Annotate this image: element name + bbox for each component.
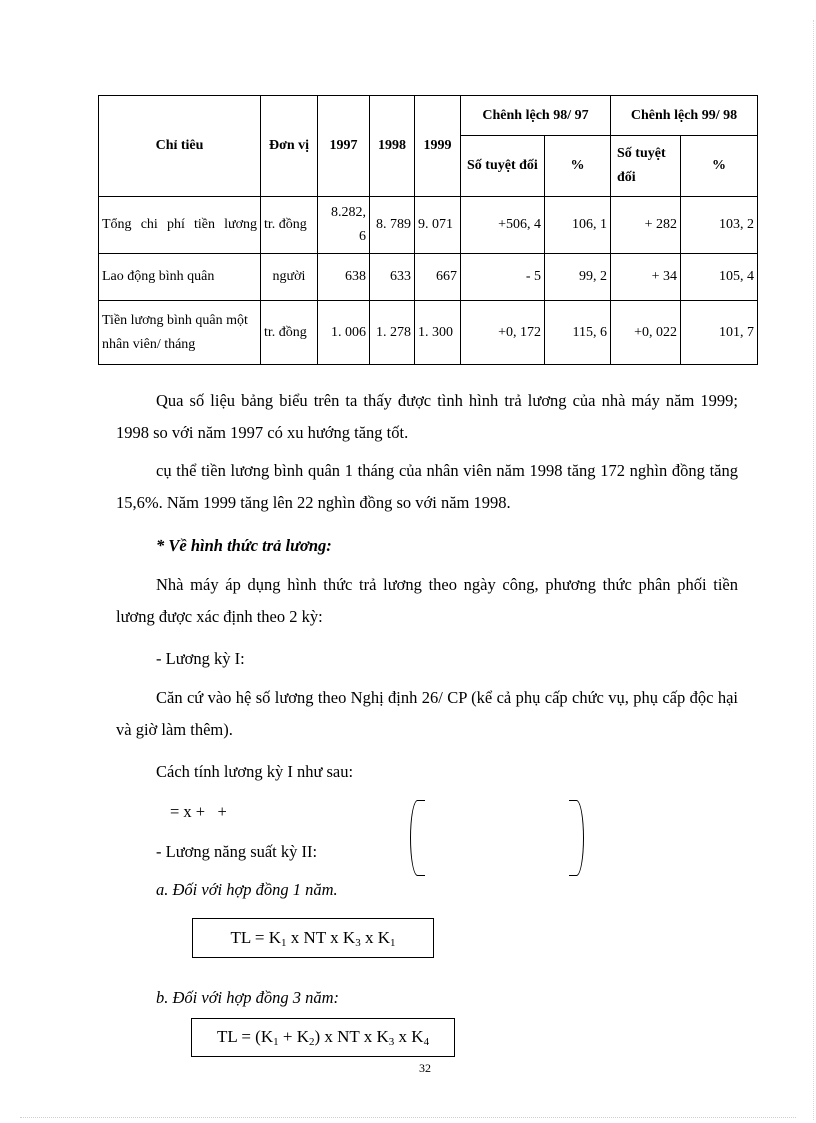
cell-unit: người bbox=[261, 254, 318, 301]
right-bracket bbox=[569, 800, 584, 876]
cell-unit: tr. đồng bbox=[261, 301, 318, 365]
page-border-bottom bbox=[20, 1117, 796, 1118]
paragraph-period-1: - Lương kỳ I: bbox=[156, 649, 245, 668]
header-pct-98-97: % bbox=[545, 136, 611, 197]
cell-abs-99-98: +0, 022 bbox=[611, 301, 681, 365]
table-row bbox=[99, 197, 758, 254]
cell-indicator: Tổng chi phí tiền lương bbox=[99, 197, 261, 254]
formula-box-2 bbox=[191, 1018, 455, 1057]
cell-pct-98-97: 115, 6 bbox=[545, 301, 611, 365]
table-row bbox=[99, 254, 758, 301]
header-pct-99-98: % bbox=[681, 136, 758, 197]
header-1998: 1998 bbox=[370, 96, 415, 197]
page-border-right bbox=[813, 20, 814, 1120]
cell-abs-99-98: + 282 bbox=[611, 197, 681, 254]
cell-1999: 1. 300 bbox=[415, 301, 461, 365]
cell-indicator: Lao động bình quân bbox=[99, 254, 261, 301]
cell-pct-99-98: 105, 4 bbox=[681, 254, 758, 301]
cell-abs-98-97: - 5 bbox=[461, 254, 545, 301]
page-number: 32 bbox=[419, 1061, 431, 1075]
cell-pct-99-98: 103, 2 bbox=[681, 197, 758, 254]
cell-pct-99-98: 101, 7 bbox=[681, 301, 758, 365]
cell-pct-98-97: 99, 2 bbox=[545, 254, 611, 301]
salary-table bbox=[98, 95, 758, 365]
cell-1999: 667 bbox=[415, 254, 461, 301]
cell-1997: 1. 006 bbox=[318, 301, 370, 365]
cell-pct-98-97: 106, 1 bbox=[545, 197, 611, 254]
header-1999: 1999 bbox=[415, 96, 461, 197]
paragraph-calc-intro: Cách tính lương kỳ I như sau: bbox=[156, 762, 354, 781]
cell-1997: 638 bbox=[318, 254, 370, 301]
header-abs-98-97: Số tuyệt đối bbox=[461, 136, 545, 197]
cell-1998: 633 bbox=[370, 254, 415, 301]
cell-abs-98-97: +0, 172 bbox=[461, 301, 545, 365]
paragraph-detail: cụ thể tiền lương bình quân 1 tháng của nhân viên năm 1998 tăng 172 nghìn đồng tăng 15,6%. Năm 1999 tăng lên 22 nghìn đồng so với năm 1998. bbox=[116, 461, 738, 512]
table-row bbox=[99, 301, 758, 365]
cell-1998: 1. 278 bbox=[370, 301, 415, 365]
case-a-heading: a. Đối với hợp đồng 1 năm. bbox=[156, 880, 338, 899]
paragraph-summary: Qua số liệu bảng biểu trên ta thấy được tình hình trả lương của nhà máy năm 1999; 1998 so với năm 1997 có xu hướng tăng tốt. bbox=[116, 391, 738, 442]
cell-unit: tr. đồng bbox=[261, 197, 318, 254]
cell-abs-98-97: +506, 4 bbox=[461, 197, 545, 254]
header-unit: Đơn vị bbox=[261, 96, 318, 197]
formula-box-1 bbox=[192, 918, 434, 958]
cell-indicator: Tiền lương bình quân một nhân viên/ tháng bbox=[99, 301, 261, 365]
cell-1999: 9. 071 bbox=[415, 197, 461, 254]
cell-abs-99-98: + 34 bbox=[611, 254, 681, 301]
header-1997: 1997 bbox=[318, 96, 370, 197]
formula-2-text: TL = $(K_1 + K_2)$ x NT x $K_3$ x $K_4$ bbox=[216, 1027, 430, 1048]
header-diff-98-97: Chênh lệch 98/ 97 bbox=[461, 96, 611, 136]
paragraph-basis: Căn cứ vào hệ số lương theo Nghị định 26/ CP (kể cả phụ cấp chức vụ, phụ cấp độc hại và giờ làm thêm). bbox=[116, 688, 738, 739]
paragraph-period-2: - Lương năng suất kỳ II: bbox=[156, 842, 318, 861]
section-heading: * Về hình thức trả lương: bbox=[156, 536, 332, 555]
formula-line: = x + + bbox=[170, 802, 227, 821]
cell-1997: 8.282, 6 bbox=[318, 197, 370, 254]
paragraph-method: Nhà máy áp dụng hình thức trả lương theo ngày công, phương thức phân phối tiền lương được xác định theo 2 kỳ: bbox=[116, 575, 738, 626]
cell-1998: 8. 789 bbox=[370, 197, 415, 254]
header-abs-99-98: Số tuyệt đối bbox=[611, 136, 681, 197]
header-diff-99-98: Chênh lệch 99/ 98 bbox=[611, 96, 758, 136]
formula-1-text: TL = $K_1$ x NT x $K_3$ x $K_1$ bbox=[230, 927, 396, 949]
header-indicator: Chỉ tiêu bbox=[99, 96, 261, 197]
case-b-heading: b. Đối với hợp đồng 3 năm: bbox=[156, 988, 340, 1007]
